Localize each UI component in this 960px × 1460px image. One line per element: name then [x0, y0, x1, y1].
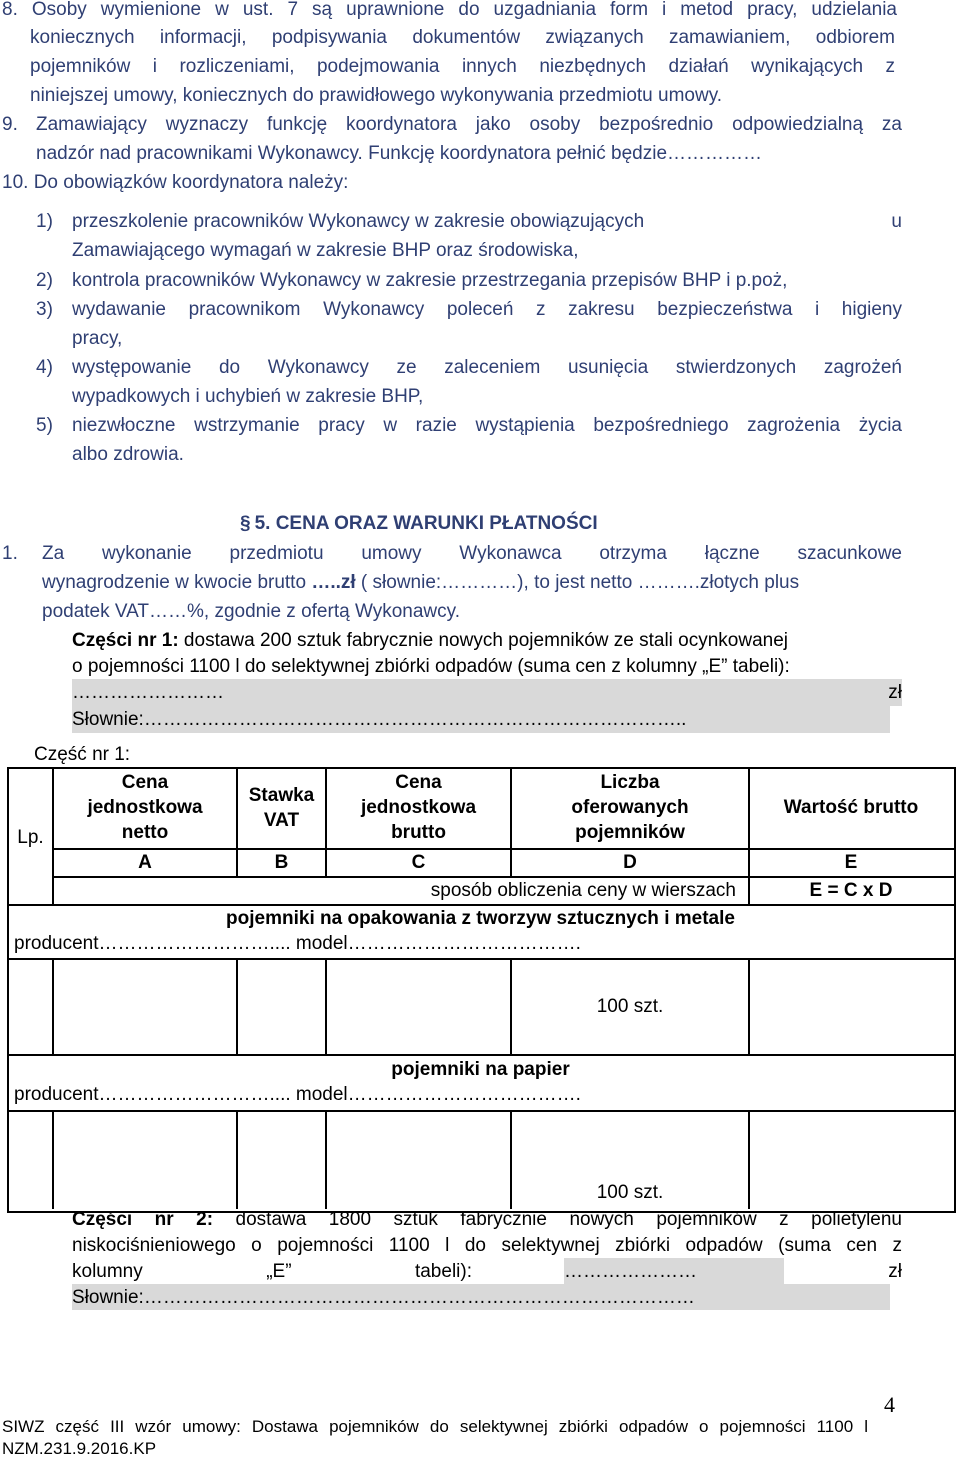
table-rule: [748, 1110, 750, 1209]
paragraph-8-line: 8. Osoby wymienione w ust. 7 są uprawnione do uzgadniania form i metod pracy, udzielania: [2, 0, 897, 20]
table-rule: [236, 1110, 238, 1209]
amount-placeholder: …..zł: [311, 572, 356, 593]
duty-number: 2): [36, 270, 53, 291]
part2-label: Części nr 2:: [72, 1209, 214, 1230]
paragraph-9-line: Zamawiający wyznaczy funkcję koordynatora jako osoby bezpośrednio odpowiedzialną za: [36, 114, 902, 135]
table-rule: [236, 958, 238, 1054]
duty-number: 4): [36, 357, 53, 378]
duty-text: Zamawiającego wymagań w zakresie BHP oraz środowiska,: [72, 240, 579, 261]
duty-text: pracy,: [72, 328, 123, 349]
currency-label: zł: [888, 682, 902, 703]
sum-placeholder: …………………: [564, 1258, 784, 1286]
column-letter: D: [623, 852, 637, 873]
part1-words-field: Słownie:…………………………………………………………………………..: [72, 706, 890, 733]
section-heading: [240, 510, 598, 538]
paragraph-8-line: pojemników i rozliczeniami, podejmowania innych niezbędnych działań wynikających z: [30, 56, 895, 77]
duty-line-end: u: [891, 211, 902, 232]
part2-text: dostawa 1800 sztuk fabrycznie nowych pojemników z polietylenu: [213, 1209, 902, 1230]
paragraph-8-line: koniecznych informacji, podpisywania dokumentów związanych zamawianiem, odbiorem: [30, 27, 895, 48]
duty-text: kontrola pracowników Wykonawcy w zakresie przestrzegania przepisów BHP i p.poż,: [72, 270, 788, 291]
table-caption: Część nr 1:: [34, 744, 131, 765]
sum-placeholder: ……………………: [72, 682, 224, 703]
table-rule: [7, 958, 954, 960]
duty-number: 5): [36, 415, 53, 436]
column-header-gross-value: Wartość brutto: [783, 797, 919, 818]
producer-model-line: producent……………………….... model……………………………….: [14, 933, 581, 954]
part1-text: dostawa 200 sztuk fabrycznie nowych pojemników ze stali ocynkowanej: [178, 630, 789, 651]
duty-text: wypadkowych i uchybień w zakresie BHP,: [72, 386, 424, 407]
group-title: pojemniki na opakowania z tworzyw sztucznych i metale: [226, 908, 735, 929]
part2-line: niskociśnieniowego o pojemności 1100 l do selektywnej zbiórki odpadów (suma cen z: [72, 1235, 902, 1256]
part2-text: kolumny „E” tabeli):: [72, 1261, 472, 1282]
item-line: podatek VAT……%, zgodnie z ofertą Wykonawcy.: [42, 601, 461, 622]
paragraph-9-line: nadzór nad pracownikami Wykonawcy. Funkcję koordynatora pełnić będzie……………: [36, 143, 763, 164]
item-text: ( słownie:…………), to jest netto ……….złotych plus: [355, 572, 800, 593]
part1-line: o pojemności 1100 l do selektywnej zbiórki odpadów (suma cen z kolumny „E” tabeli):: [72, 656, 790, 677]
group-title: pojemniki na papier: [391, 1059, 570, 1080]
heading-text: 5. CENA ORAZ WARUNKI PŁATNOŚCI: [254, 513, 598, 534]
column-letter: B: [274, 852, 289, 873]
table-rule: [325, 958, 327, 1054]
column-header-gross-price: Cena jednostkowa brutto: [360, 772, 477, 843]
column-letter: C: [411, 852, 426, 873]
part2-words-field: Słownie:……………………………………………………………………………: [72, 1284, 890, 1310]
duty-number: 1): [36, 211, 53, 232]
duty-text: albo zdrowia.: [72, 444, 184, 465]
table-rule: [7, 1054, 954, 1056]
heading-marker: §: [240, 513, 251, 534]
part1-line: [72, 627, 788, 655]
part2-sum-line: [72, 1258, 902, 1284]
column-header-net-price: Cena jednostkowa netto: [87, 772, 203, 843]
item-text: wynagrodzenie w kwocie brutto: [42, 572, 312, 593]
duty-text: występowanie do Wykonawcy ze zaleceniem usunięcia stwierdzonych zagrożeń: [72, 357, 902, 378]
table-rule: [52, 958, 54, 1054]
column-header-vat-rate: Stawka VAT: [248, 785, 315, 831]
part1-label: Części nr 1:: [72, 630, 179, 651]
duty-text: niezwłoczne wstrzymanie pracy w razie wystąpienia bezpośredniego zagrożenia życia: [72, 415, 902, 436]
footer-line: NZM.231.9.2016.KP: [2, 1439, 157, 1458]
quantity-value: 100 szt.: [596, 996, 664, 1017]
duty-line: przeszkolenie pracowników Wykonawcy w zakresie obowiązujących: [72, 211, 645, 232]
item-line: Za wykonanie przedmiotu umowy Wykonawca otrzyma łączne szacunkowe: [42, 543, 902, 564]
column-letter: E: [844, 852, 858, 873]
paragraph-10: 10. Do obowiązków koordynatora należy:: [2, 172, 349, 193]
footer-line: SIWZ część III wzór umowy: Dostawa pojemników do selektywnej zbiórki odpadów o pojemności 1100 l: [2, 1417, 868, 1436]
column-letter: A: [138, 852, 152, 873]
table-rule: [52, 1110, 54, 1209]
lp-header: Lp.: [17, 827, 44, 848]
table-rule: [325, 1110, 327, 1209]
part2-line: [72, 1206, 902, 1234]
calculation-method-label: sposób obliczenia ceny w wierszach: [430, 880, 736, 901]
currency-label: zł: [888, 1261, 902, 1282]
duty-number: 3): [36, 299, 53, 320]
item-number: 1.: [2, 543, 18, 564]
paragraph-8-line: niniejszej umowy, koniecznych do prawidłowego wykonywania przedmiotu umowy.: [30, 85, 723, 106]
table-rule: [748, 958, 750, 1054]
duty-text: wydawanie pracownikom Wykonawcy poleceń z zakresu bezpieczeństwa i higieny: [72, 299, 902, 320]
paragraph-9-number: 9.: [2, 114, 18, 135]
part1-sum-field: [72, 679, 902, 706]
item-line: [42, 569, 799, 597]
quantity-value: 100 szt.: [596, 1182, 664, 1203]
producer-model-line: producent……………………….... model……………………………….: [14, 1084, 581, 1105]
column-header-quantity: Liczba oferowanych pojemników: [571, 772, 689, 843]
calculation-formula: E = C x D: [809, 880, 893, 901]
table-rule: [7, 1110, 954, 1112]
page-number: 4: [884, 1392, 895, 1417]
